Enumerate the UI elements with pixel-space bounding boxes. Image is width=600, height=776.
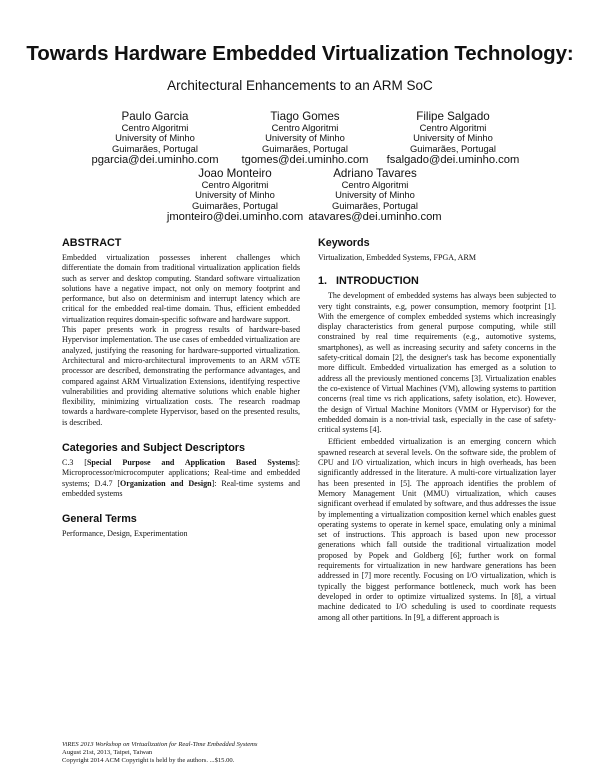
footer-date: August 21st, 2013, Taipei, Taiwan (62, 749, 153, 756)
general-terms-heading: General Terms (62, 513, 137, 526)
author-email[interactable]: atavares@dei.uminho.com (308, 211, 442, 224)
author-org: Centro Algoritmi (201, 179, 269, 190)
author-email[interactable]: fsalgado@dei.uminho.com (386, 154, 520, 167)
author-org: Centro Algoritmi (341, 179, 409, 190)
abstract-heading: ABSTRACT (62, 237, 122, 249)
footer-copyright: Copyright 2014 ACM Copyright is held by the authors. ...$15.00. (62, 757, 235, 764)
author-block (165, 167, 305, 224)
paper-title: Towards Hardware Embedded Virtualization Technology: (26, 42, 574, 65)
author-univ: University of Minho (335, 189, 415, 201)
author-name: Paulo Garcia (121, 110, 189, 123)
author-name: Joao Monteiro (198, 167, 272, 180)
categories-heading: Categories and Subject Descriptors (62, 442, 245, 455)
footer-venue: ViRES 2013 Workshop on Virtualization for Real-Time Embedded Systems (62, 741, 258, 748)
author-org: Centro Algoritmi (419, 122, 487, 133)
author-block (368, 110, 538, 167)
author-univ: University of Minho (195, 189, 275, 201)
abstract-paragraph: Embedded virtualization possesses inherent challenges which differentiate the domain from traditional virtualization application fields such as server and desktop computing. Standard software virtualization solutions have a negative impact, not only on memory footprint and performance, but also on determinism and interrupt latency which are critical for the embedded real-time domain. Thus, efficient embedded virtualization requires domain-specific software and hardware support. (62, 253, 300, 324)
author-location: Guimarães, Portugal (112, 142, 198, 154)
author-name: Adriano Tavares (333, 167, 417, 180)
author-org: Centro Algoritmi (121, 122, 189, 133)
general-terms-text: Performance, Design, Experimentation (62, 529, 188, 539)
keywords-text: Virtualization, Embedded Systems, FPGA, ARM (318, 253, 476, 262)
left-column (62, 237, 300, 540)
author-location: Guimarães, Portugal (192, 199, 278, 211)
author-location: Guimarães, Portugal (410, 142, 496, 154)
author-location: Guimarães, Portugal (262, 142, 348, 154)
right-column (318, 237, 556, 623)
author-name: Tiago Gomes (270, 110, 340, 123)
introduction-heading: 1. INTRODUCTION (318, 275, 419, 288)
author-email[interactable]: pgarcia@dei.uminho.com (91, 154, 219, 167)
categories-text: C.3 [Special Purpose and Application Based Systems]: Microprocessor/microcomputer applications; Real-time and embedded systems; D.4.7 [Organization and Design]: Real-time systems and embedded systems (62, 458, 301, 498)
paper-subtitle: Architectural Enhancements to an ARM SoC (167, 78, 433, 93)
author-block (70, 110, 240, 167)
author-block (220, 110, 390, 167)
author-univ: University of Minho (265, 132, 345, 144)
keywords-heading: Keywords (318, 237, 370, 249)
intro-paragraph: The development of embedded systems has always been subjected to very tight constraints, e.g, power consumption, memory footprint [1]. With the emergence of complex embedded systems which increasingly display characteristics from general purpose computing, while still constrained by real time requirements (e.g., automotive systems, smartphones), as well as increasing security and safety concerns in the safety-critical domain [2], the designer's task has become exponentially more difficult. Embedded virtualization has emerged as a solution to address all the previously mentioned concerns [3]. Virtualization enables the co-existence of Virtual Machines (VM), allowing systems to partition concerns (real time vs rich applications, safety isolation, etc). However, the design of Virtual Machine Monitors (VMM or Hypervisor) for the embedded domain is a non-trivial task, especially in the case of safety-critical systems [4]. (318, 291, 556, 435)
author-org: Centro Algoritmi (271, 122, 339, 133)
author-name: Filipe Salgado (416, 110, 490, 123)
author-block (305, 167, 445, 224)
author-univ: University of Minho (413, 132, 493, 144)
author-location: Guimarães, Portugal (332, 199, 418, 211)
author-email[interactable]: jmonteiro@dei.uminho.com (166, 211, 304, 224)
author-univ: University of Minho (115, 132, 195, 144)
footer-note (62, 741, 312, 765)
intro-paragraph: Efficient embedded virtualization is an emerging concern which spawned research at several levels. On the software side, the problem of CPU and I/O virtualization, which incurs in high overheads, has been significantly addressed in the literature. A multi-core virtualization layer has been presented in [5]. The approach identifies the problem of Memory Management Unit (MMU) virtualization, which causes significant overhead if emulated by software, and thus addresses the issue by implementing a virtualization composition kernel which enables guest operating systems to operate in kernel space, emulating only a minimal set of instructions. This approach is based upon new processor generations which fall outside the traditional virtualization model proposed by Popek and Goldberg [6]; further work on formal requirements for virtualization in new hardware generations has been addressed in [7] more recently. Focusing on I/O virtualization, which is typically the biggest performance bottleneck, much work has been developed in order to optimize virtualized systems. In [8], a virtual machine dedicated to I/O scheduling is used to coordinate requests among all other partitions. In [9], a different approach is (318, 437, 556, 622)
author-email[interactable]: tgomes@dei.uminho.com (241, 154, 369, 167)
abstract-paragraph: This paper presents work in progress results of hardware-based Hypervisor implementation. The use cases of embedded virtualization are analyzed, justifying the reasoning for hardware-supported virtualization. Architectural and micro-architectural improvements to an ARM v5TE processor are described, demonstrating the performance advantages, and compared against ARM Virtualization Extensions, identifying respective vulnerabilities and providing alternative solutions which enable higher flexibility, minimizing virtualization costs. The research roadmap towards a hardware-complete Hypervisor, based on the presented results, is described. (62, 325, 300, 427)
